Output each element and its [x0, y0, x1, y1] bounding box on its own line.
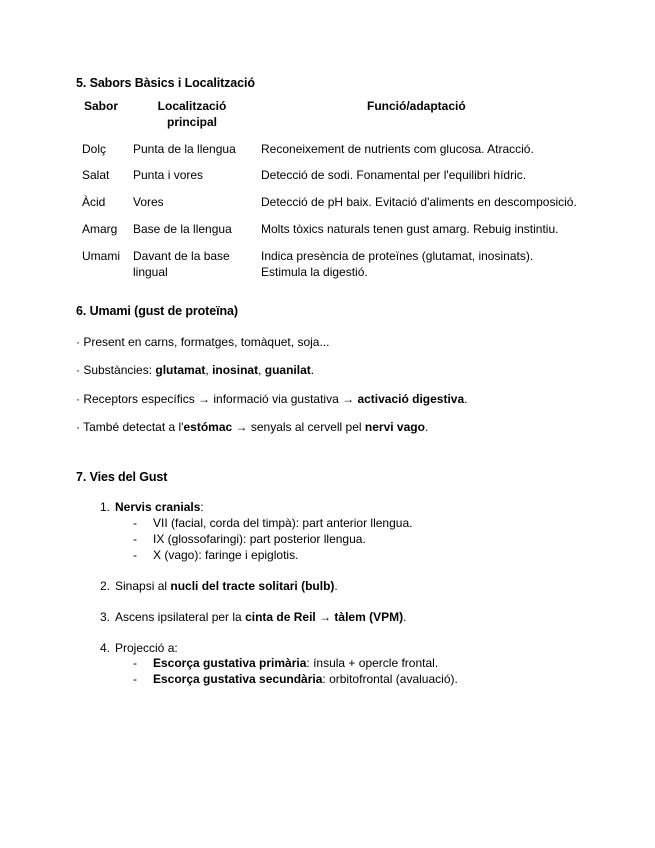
- term-cinta-de-reil: cinta de Reil → tàlem (VPM): [245, 610, 404, 624]
- list-number: 2.: [99, 579, 110, 593]
- text: → senyals al cervell pel: [232, 420, 365, 434]
- cell-sabor: Salat: [82, 168, 110, 182]
- section-6-title: 6. Umami (gust de proteïna): [76, 304, 238, 318]
- cell-funcio: Detecció de sodi. Fonamental per l'equilibri hídric.: [261, 168, 527, 182]
- cell-funcio-line2: Estimula la digestió.: [261, 265, 368, 279]
- term-escorca-secundaria: Escorça gustativa secundària: [153, 672, 323, 686]
- cell-funcio: Detecció de pH baix. Evitació d'aliments en descomposició.: [261, 195, 577, 209]
- text: : ínsula + opercle frontal.: [306, 656, 439, 670]
- dash-bullet: -: [133, 656, 137, 670]
- text: .: [403, 610, 407, 624]
- term-inosinat: inosinat: [212, 363, 259, 377]
- cell-funcio: Molts tòxics naturals tenen gust amarg. Rebuig instintiu.: [261, 222, 559, 236]
- text: .: [464, 392, 468, 406]
- cell-sabor: Àcid: [82, 195, 106, 209]
- header-funcio: Funció/adaptació: [367, 99, 466, 113]
- header-loc-line1: Localització: [157, 99, 227, 113]
- cell-loc: Punta de la llengua: [133, 142, 236, 156]
- term-guanilat: guanilat: [264, 363, 311, 377]
- list-text: [115, 499, 204, 515]
- list-number: 3.: [99, 610, 110, 624]
- umami-paragraph-3: [76, 391, 468, 407]
- section-5-title: 5. Sabors Bàsics i Localització: [76, 76, 255, 90]
- sub-text: VII (facial, corda del timpà): part anterior llengua.: [153, 516, 413, 530]
- cell-loc: Base de la llengua: [133, 222, 232, 236]
- cell-sabor: Umami: [82, 249, 120, 263]
- text: ,: [258, 363, 265, 377]
- term-escorca-primaria: Escorça gustativa primària: [153, 656, 307, 670]
- cell-sabor: Dolç: [82, 142, 107, 156]
- text: ,: [205, 363, 213, 377]
- cell-loc: [133, 248, 230, 280]
- cell-funcio: Reconeixement de nutrients com glucosa. Atracció.: [261, 142, 534, 156]
- sub-text: X (vago): faringe i epiglotis.: [153, 548, 299, 562]
- umami-paragraph-4: [76, 419, 428, 435]
- text: .: [334, 579, 338, 593]
- text: · També detectat a l': [76, 420, 184, 434]
- umami-paragraph-2: [76, 362, 314, 378]
- cell-loc-line1: Davant de la base: [133, 249, 230, 263]
- list-text: Projecció a:: [115, 641, 178, 655]
- dash-bullet: -: [133, 548, 137, 562]
- term-activacio-digestiva: activació digestiva: [357, 392, 465, 406]
- term-estomac: estómac: [183, 420, 233, 434]
- list-text: [115, 609, 406, 625]
- header-sabor: Sabor: [84, 99, 119, 113]
- dash-bullet: -: [133, 516, 137, 530]
- term-nervis-cranials: Nervis cranials: [115, 500, 201, 514]
- cell-loc: Vores: [133, 195, 164, 209]
- sub-text: [153, 671, 458, 687]
- sub-text: IX (glossofaringi): part posterior llengua.: [153, 532, 366, 546]
- dash-bullet: -: [133, 672, 137, 686]
- dash-bullet: -: [133, 532, 137, 546]
- section-7-title: 7. Vies del Gust: [76, 470, 168, 484]
- text: Ascens ipsilateral per la: [115, 610, 246, 624]
- cell-loc: Punta i vores: [133, 168, 204, 182]
- text: · Substàncies:: [76, 363, 156, 377]
- cell-funcio-line1: Indica presència de proteïnes (glutamat, inosinats).: [261, 249, 534, 263]
- list-number: 1.: [99, 500, 110, 514]
- cell-funcio: [261, 248, 533, 280]
- umami-paragraph-1: · Present en carns, formatges, tomàquet, soja...: [76, 335, 330, 349]
- term-nervi-vago: nervi vago: [364, 420, 425, 434]
- list-text: [115, 578, 338, 594]
- term-glutamat: glutamat: [155, 363, 206, 377]
- list-number: 4.: [99, 641, 110, 655]
- term-nucli-tracte-solitari: nucli del tracte solitari (bulb): [170, 579, 335, 593]
- cell-sabor: Amarg: [82, 222, 118, 236]
- sub-text: [153, 655, 438, 671]
- text: .: [310, 363, 315, 377]
- text: Sinapsi al: [115, 579, 171, 593]
- text: : orbitofrontal (avaluació).: [322, 672, 458, 686]
- cell-loc-line2: lingual: [133, 265, 168, 279]
- text: · Receptors específics → informació via gustativa →: [76, 392, 358, 406]
- text: .: [424, 420, 429, 434]
- header-localitzacio: [152, 98, 232, 130]
- text: :: [200, 500, 204, 514]
- header-loc-line2: principal: [166, 115, 217, 129]
